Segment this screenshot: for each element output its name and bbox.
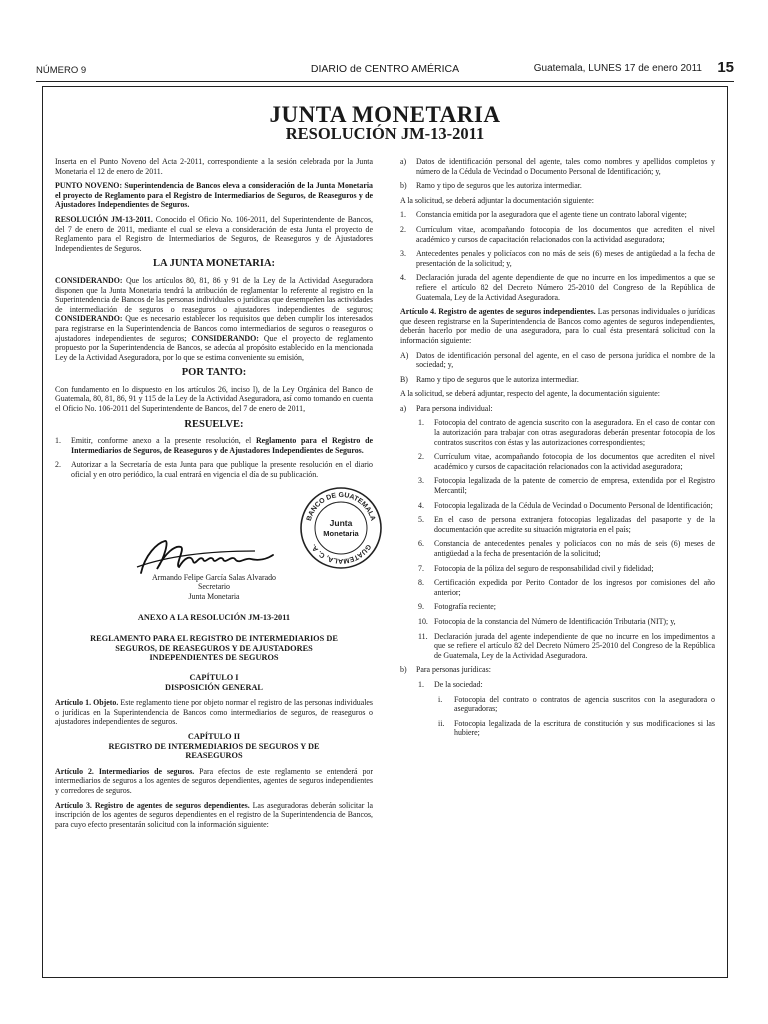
item-marker: 4. [418, 500, 424, 510]
considerando-lead: CONSIDERANDO: [191, 333, 259, 343]
item-marker: 4. [400, 273, 406, 283]
considerando-text: Que los artículos 80, 81, 86 y 91 de la Ley de la Actividad Aseguradora disponen que la Junta Monetaria tendrá la atribución de reglamentar lo referente al registro en la Superintendencia de Bancos de las personas individuales o jurídicas que desempeñen las actividades de intermediación de seguros o reaseguros o ajustadores independientes de seguros; [55, 275, 373, 314]
item-text: Constancia emitida por la aseguradora que el agente tiene un contrato laboral vigente; [416, 210, 687, 220]
item-marker: 5. [418, 515, 424, 525]
item-marker: 11. [418, 631, 428, 641]
resolucion-paragraph [55, 215, 373, 253]
article-text: Para efectos de este reglamento se entenderá por intermediarios de seguros a los agentes de seguros dependientes, agentes de seguros independientes y corredores de seguros. [55, 766, 373, 795]
left-column [55, 157, 377, 834]
item-text: Declaración jurada del agente independiente de que no incurre en los impedimentos a que se refiere el artículo 82 del Decreto Número 25-2010 del Congreso de la República de Guatemala, Ley de la Actividad Aseguradora. [434, 631, 715, 660]
list-item [418, 452, 715, 471]
item-text: Constancia de antecedentes penales y policíacos con no más de seis (6) meses de antigüedad a la fecha de presentación de la solicitud; [434, 539, 715, 558]
signatory-name: Armando Felipe García Salas Alvarado [151, 572, 277, 582]
list-item [400, 249, 715, 268]
resolucion-text: Conocido el Oficio No. 106-2011, del Superintendente de Bancos, del 7 de enero de 2011, mediante el cual se eleva a consideración de esta Junta el proyecto de Reglamento para el Registro de Intermediarios de Seguros, de Reaseguros y de Ajustadores Independientes de Seguros. [55, 214, 373, 253]
item-text-b: Reglamento para el Registro de Intermediarios de Seguros, de Reaseguros y de Ajustadores Independientes de Seguros. [71, 436, 373, 455]
item-marker: B) [400, 374, 408, 384]
resolution-title: RESOLUCIÓN JM-13-2011 [285, 124, 485, 143]
section-persona-individual [400, 404, 715, 414]
list-item [400, 351, 715, 370]
article-lead: Artículo 1. Objeto. [55, 698, 119, 708]
list-item [400, 273, 715, 302]
anexo-heading: ANEXO A LA RESOLUCIÓN JM-13-2011 [137, 612, 291, 622]
heading-por-tanto: POR TANTO: [181, 367, 247, 379]
list-item [400, 375, 715, 385]
article-lead: Artículo 3. Registro de agentes de seguros dependientes. [55, 800, 250, 810]
item-marker: 2. [418, 452, 424, 462]
list-item [418, 418, 715, 447]
list-item [418, 501, 715, 511]
document-title: JUNTA MONETARIA [269, 102, 501, 127]
item-marker: ii. [438, 718, 445, 728]
header-rule [36, 81, 734, 82]
issue-number: NÚMERO 9 [36, 65, 87, 76]
item-marker: b) [400, 181, 407, 191]
item-marker: a) [400, 157, 407, 166]
item-text: Fotocopia de la póliza del seguro de responsabilidad civil y fidelidad; [434, 563, 654, 573]
item-text: Fotocopia de la constancia del Número de Identificación Tributaria (NIT); y, [434, 616, 676, 626]
reglamento-title: REGLAMENTO PARA EL REGISTRO DE INTERMEDIARIOS DE SEGUROS, DE REASEGUROS Y DE AJUSTADORES INDEPENDIENTES DE SEGUROS [90, 634, 338, 663]
item-marker: 7. [418, 563, 424, 573]
item-text: De la sociedad: [434, 679, 483, 689]
article-text: Este reglamento tiene por objeto normar el registro de las personas individuales o jurídicas en la Superintendencia de Bancos como intermediarios de seguros, de reaseguros o ajustadores independientes de seguros. [55, 698, 373, 727]
article-text: Las aseguradoras deberán solicitar la inscripción de los agentes de seguros dependientes en el registro de la Superintendencia de Bancos, para cuyo efecto presentarán solicitud con la información siguiente: [55, 800, 373, 829]
issue-date: Guatemala, LUNES 17 de enero 2011 [533, 63, 702, 74]
list-item [418, 476, 715, 495]
item-text: Datos de identificación personal del agente, tales como nombres y apellidos completos y número de la Cédula de Vecindad o Documento Personal de Identificación; y, [416, 157, 715, 176]
article-3 [55, 801, 373, 830]
list-item [400, 225, 715, 244]
a4-docs-intro: A la solicitud, se deberá adjuntar, respecto del agente, la documentación siguiente: [400, 389, 660, 399]
list-item [418, 539, 715, 558]
heading-resuelve: RESUELVE: [184, 418, 244, 430]
item-text: Fotocopia legalizada de la Cédula de Vecindad o Documento Personal de Identificación; [434, 500, 713, 510]
item-marker: 6. [418, 539, 424, 549]
considerando-text: Que es necesario establecer los requisitos que deben cumplir los interesados para registrarse en la Superintendencia de Bancos como intermediarios de seguros o reaseguros o ajustadores independientes de seguros; [55, 314, 373, 343]
item-text: Fotocopia legalizada de la escritura de constitución y sus modificaciones si las hubiere; [454, 718, 715, 738]
list-item [418, 632, 715, 661]
right-column [400, 157, 715, 743]
considerando-text: Que el proyecto de reglamento propuesto por la Superintendencia de Bancos, se adecúa al propósito establecido en la mencionada Ley de la Actividad Aseguradora, por lo que se estima conveniente su emisión, [55, 333, 373, 362]
item-marker: 1. [400, 210, 406, 220]
article-4 [400, 307, 715, 345]
intro-paragraph: Inserta en el Punto Noveno del Acta 2-2011, correspondiente a la sesión celebrada por la Junta Monetaria el 12 de enero de 2011. [55, 157, 373, 176]
heading-junta: LA JUNTA MONETARIA: [152, 258, 276, 270]
list-item [400, 210, 715, 220]
list-item [400, 181, 715, 191]
article-1 [55, 698, 373, 727]
signature-block [55, 485, 377, 603]
persona-individual-list [400, 418, 715, 660]
official-seal-icon [298, 485, 384, 571]
item-marker: A) [400, 350, 409, 360]
item-marker: 1. [418, 418, 424, 428]
item-marker: 1. [55, 436, 61, 446]
list-item [418, 515, 715, 534]
list-item [418, 617, 715, 627]
item-marker: a) [400, 403, 407, 413]
resuelve-item [55, 460, 373, 479]
page-header [36, 59, 734, 78]
list-item [418, 602, 715, 612]
list-item [418, 578, 715, 597]
seal-text-top: BANCO DE GUATEMALA [305, 491, 377, 522]
resolucion-lead: RESOLUCIÓN JM-13-2011. [55, 214, 153, 224]
a3-docs-intro: A la solicitud, se deberá adjuntar la documentación siguiente: [400, 195, 594, 205]
item-text: Autorizar a la Secretaría de esta Junta para que publique la presente resolución en el diario oficial y en otro periódico, la cual entrará en vigencia el día de su publicación. [71, 460, 373, 480]
chapter-1-label: CAPÍTULO I [189, 673, 239, 682]
item-marker: 3. [418, 476, 424, 486]
item-text: Fotocopia legalizada de la patente de comercio de empresa, extendida por el Registro Mercantil; [434, 476, 715, 496]
considerando-paragraph [55, 276, 373, 362]
punto-noveno: PUNTO NOVENO: Superintendencia de Bancos eleva a consideración de la Junta Monetaria el proyecto de Reglamento para el Registro de Intermediarios de Seguros, de Reaseguros y de Ajustadores Independientes de Seguros. [55, 181, 373, 210]
item-marker: i. [438, 694, 443, 704]
item-marker: 10. [418, 616, 428, 626]
item-text: En el caso de persona extranjera fotocopias legalizadas del pasaporte y de la documentación que acredite su situación migratoria en el país; [434, 515, 715, 534]
item-text: Ramo y tipo de seguros que les autoriza intermediar. [416, 181, 582, 191]
chapter-2-name: REGISTRO DE INTERMEDIARIOS DE SEGUROS Y DE REASEGUROS [108, 741, 320, 761]
item-text [71, 436, 373, 455]
item-text: Antecedentes penales y policíacos con no más de seis (6) meses de antigüedad a la fecha de presentación de la solicitud; y, [416, 249, 715, 268]
item-marker: b) [400, 665, 407, 675]
article-2 [55, 767, 373, 796]
list-item [418, 680, 715, 690]
sociedad-list [400, 695, 715, 738]
item-marker: 2. [400, 224, 406, 234]
item-text: Fotocopia del contrato de agencia suscrito con la aseguradora. En el caso de contar con la autorización para trabajar con otras aseguradoras deberán presentar fotocopia de los contratos suscritos con éstas y las autorizaciones correspondientes; [434, 418, 715, 447]
seal-text-bottom: GUATEMALA, C. A. [310, 542, 372, 564]
item-marker: 8. [418, 578, 424, 588]
item-text: Ramo y tipo de seguros que le autoriza intermediar. [416, 374, 579, 384]
item-marker: 2. [55, 460, 61, 470]
list-item [400, 157, 715, 176]
considerando-lead: CONSIDERANDO: [55, 314, 123, 324]
item-text: Currículum vitae, acompañando fotocopia de los documentos que acrediten el nivel académico y cursos de capacitación relacionados con la actividad aseguradora; [434, 452, 715, 471]
item-marker: 3. [400, 249, 406, 259]
item-text: Datos de identificación personal del agente, en el caso de persona jurídica el nombre de la sociedad; y, [416, 350, 715, 370]
item-marker: 9. [418, 602, 424, 612]
chapter-2-label: CAPÍTULO II [187, 731, 241, 741]
item-text: Currículum vitae, acompañando fotocopia de los documentos que acrediten el nivel académico y cursos de capacitación relacionados con la actividad aseguradora; [416, 224, 715, 244]
item-marker: 1. [418, 679, 424, 689]
page-number: 15 [717, 59, 734, 76]
article-lead: Artículo 4. Registro de agentes de seguros independientes. [400, 307, 596, 317]
article-text: Las personas individuales o jurídicas que deseen registrarse en la Superintendencia de Bancos como agentes de seguros independientes, deberán hacerlo por medio de una aseguradora, para lo cual ésta presentará solicitud con la información siguiente: [400, 307, 715, 345]
item-text: Certificación expedida por Perito Contador de los ingresos por comisiones del año anterior; [434, 578, 715, 597]
considerando-lead: CONSIDERANDO: [55, 275, 123, 285]
list-item [438, 695, 715, 714]
seal-text-mid1: Junta [329, 517, 353, 528]
juridicas-list [400, 680, 715, 690]
por-tanto-paragraph: Con fundamento en lo dispuesto en los artículos 26, inciso l), de la Ley Orgánica del Banco de Guatemala, 80, 81, 86, 91 y 115 de la Ley de la Actividad Aseguradora, así como tomando en cuenta el Oficio No. 106-2011 del Superintendente de Bancos, del 7 de enero de 2011, [55, 384, 373, 414]
item-text: Para persona individual: [416, 403, 493, 413]
article-lead: Artículo 2. Intermediarios de seguros. [55, 766, 195, 776]
item-text: Declaración jurada del agente dependiente de que no incurre en los impedimentos a que se refiere el artículo 82 del Decreto Número 25-2010 del Congreso de la República de Guatemala, Ley de la Actividad Aseguradora. [416, 273, 715, 302]
item-text: Fotografía reciente; [434, 602, 497, 612]
chapter-1-name: DISPOSICIÓN GENERAL [165, 682, 263, 692]
item-text: Para personas jurídicas: [416, 665, 491, 675]
item-text-a: Emitir, conforme anexo a la presente resolución, el [71, 436, 256, 446]
publication-name: DIARIO de CENTRO AMÉRICA [310, 63, 460, 75]
item-text: Fotocopia del contrato o contratos de agencia suscritos con la aseguradora o aseguradoras; [454, 694, 715, 714]
section-personas-juridicas [400, 665, 715, 675]
signatory-role: Secretario [198, 582, 230, 592]
resuelve-item [55, 436, 373, 455]
signatory [55, 573, 373, 602]
list-item [418, 564, 715, 574]
a3-items [400, 157, 715, 191]
seal-text-mid2: Monetaria [323, 528, 359, 538]
signatory-org: Junta Monetaria [188, 591, 240, 601]
list-item [438, 719, 715, 738]
